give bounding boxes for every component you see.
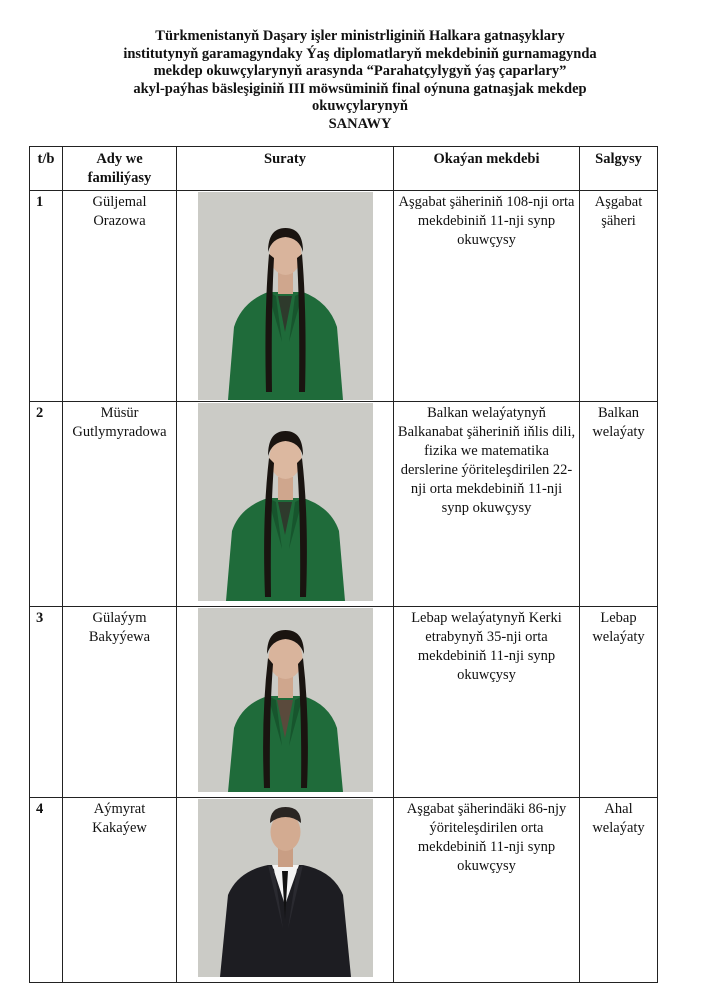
- title-line-3: mekdep okuwçylarynyň arasynda “Parahatçylygyň ýaş çaparlary”: [153, 63, 567, 79]
- table-row: [30, 798, 658, 983]
- row-photo-cell: [177, 607, 394, 798]
- row-school: Aşgabat şäherindäki 86-njy ýöriteleşdirilen orta mekdebiniň 11-nji synp okuwçysy: [394, 798, 580, 983]
- participants-table: [29, 146, 658, 983]
- title-line-4: akyl-paýhas bäsleşiginiň III möwsüminiň final oýnuna gatnaşjak mekdep: [133, 80, 587, 97]
- header-school: Okaýan mekdebi: [394, 147, 580, 191]
- title-line-1: Türkmenistanyň Daşary işler ministrliginiň Halkara gatnaşyklary: [155, 28, 565, 44]
- row-name: Gülaýym Bakyýewa: [63, 607, 177, 798]
- row-photo-cell: [177, 402, 394, 607]
- row-number: 1: [30, 191, 63, 402]
- header-number: t/b: [30, 147, 63, 191]
- header-name: Ady we familiýasy: [63, 147, 177, 191]
- row-photo-cell: [177, 798, 394, 983]
- participant-photo: [198, 799, 373, 977]
- row-school: Aşgabat şäheriniň 108-nji orta mekdebiniň 11-nji synp okuwçysy: [394, 191, 580, 402]
- row-address: Balkan welaýaty: [580, 402, 658, 607]
- row-number: 3: [30, 607, 63, 798]
- row-name: Müsür Gutlymyradowa: [63, 402, 177, 607]
- row-name: Aýmyrat Kakaýew: [63, 798, 177, 983]
- header-photo: Suraty: [177, 147, 394, 191]
- table-row: [30, 191, 658, 402]
- participant-photo: [198, 403, 373, 601]
- row-address: Lebap welaýaty: [580, 607, 658, 798]
- table-row: [30, 607, 658, 798]
- row-school: Lebap welaýatynyň Kerki etrabynyň 35-nji orta mekdebiniň 11-nji synp okuwçysy: [394, 607, 580, 798]
- header-address: Salgysy: [580, 147, 658, 191]
- title-line-5: okuwçylarynyň: [312, 98, 408, 114]
- table-header-row: [30, 147, 658, 191]
- row-school: Balkan welaýatynyň Balkanabat şäheriniň iňlis dili, fizika we matematika derslerine ýöriteleşdirilen 22-nji orta mekdebiniň 11-nji synp okuwçysy: [394, 402, 580, 607]
- row-address: Ahal welaýaty: [580, 798, 658, 983]
- row-number: 2: [30, 402, 63, 607]
- row-address: Aşgabat şäheri: [580, 191, 658, 402]
- row-name: Güljemal Orazowa: [63, 191, 177, 402]
- title-line-6: SANAWY: [328, 115, 392, 132]
- row-number: 4: [30, 798, 63, 983]
- document-title: [60, 28, 660, 133]
- row-photo-cell: [177, 191, 394, 402]
- table-row: [30, 402, 658, 607]
- participant-photo: [198, 192, 373, 400]
- title-line-2: institutynyň garamagyndaky Ýaş diplomatlaryň mekdebiniň gurnamagynda: [123, 45, 597, 62]
- participant-photo: [198, 608, 373, 792]
